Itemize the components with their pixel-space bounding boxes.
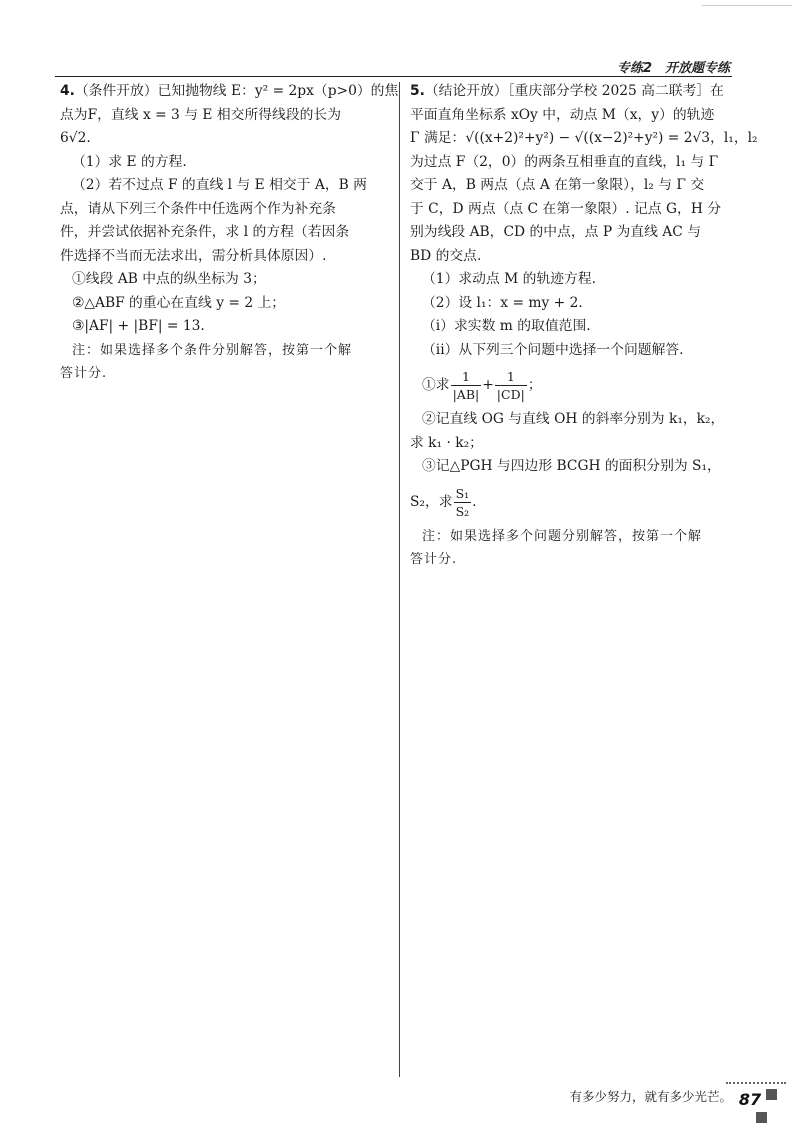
note-line: 答计分. [410,552,458,567]
scan-mark [702,5,792,20]
fraction-denominator: S₂ [455,503,470,519]
note-line: 答计分. [60,366,108,381]
plus-sign: + [482,377,494,393]
note-line: 注：如果选择多个条件分别解答，按第一个解 [72,342,353,358]
fraction-numerator: 1 [495,368,527,386]
fraction-numerator: 1 [451,368,482,386]
punctuation: ； [527,377,542,393]
text-line: 为过点 F（2，0）的两条互相垂直的直线，l₁ 与 Γ [410,153,719,170]
text-line: 件，并尝试依据补充条件，求 l 的方程（若因条 [60,224,350,240]
text-line: （i）求实数 m 的取值范围. [422,318,591,334]
text-line: ②记直线 OG 与直线 OH 的斜率分别为 k₁，k₂， [422,411,725,427]
question-number: 5. [410,83,425,99]
text-line: 于 C，D 两点（点 C 在第一象限）. 记点 G，H 分 [410,200,722,217]
fraction [495,368,527,403]
condition-item: ①线段 AB 中点的纵坐标为 3； [72,271,266,287]
text-fragment: S₂，求 [410,493,453,510]
sub-question-1 [410,362,738,408]
text-line: 点，请从下列三个条件中任选两个作为补充条 [60,200,336,217]
footer-dots [726,1082,786,1084]
text-line: 交于 A，B 两点（点 A 在第一象限），l₂ 与 Γ 交 [410,177,705,193]
footer-motto: 有多少努力，就有多少光芒。 [569,1089,732,1104]
text-line: 已知抛物线 E：y² = 2px（p>0）的焦 [157,83,399,99]
text-line: 件选择不当而无法求出，需分析具体原因）. [60,247,327,264]
text-line: （2）设 l₁：x = my + 2. [422,294,583,311]
text-line: 别为线段 AB，CD 的中点，点 P 为直线 AC 与 [410,224,701,240]
text-line: （1）求 E 的方程. [72,153,187,170]
question-tag: （结论开放） [424,83,508,99]
fraction-denominator: |CD| [496,387,525,402]
text-line: 求 k₁ · k₂； [410,434,483,451]
text-line: 平面直角坐标系 xOy 中，动点 M（x，y）的轨迹 [410,106,715,123]
page-number: 87 [738,1089,762,1109]
fraction [451,368,482,403]
question-number: 4. [60,83,75,99]
text-line: （ii）从下列三个问题中选择一个问题解答. [422,341,684,358]
text-line: 点为F，直线 x = 3 与 E 相交所得线段的长为 [60,106,342,123]
fraction-numerator: S₁ [455,485,470,501]
text-line: （2）若不过点 F 的直线 l 与 E 相交于 A，B 两 [72,177,367,193]
sub-question-3 [410,479,738,525]
condition-item: ②△ABF 的重心在直线 y = 2 上； [72,294,286,311]
question-4 [60,80,399,386]
question-5 [410,80,758,572]
text-line: BD 的交点. [410,247,482,264]
text-line: ③记△PGH 与四边形 BCGH 的面积分别为 S₁， [422,458,721,474]
item-label: ①求 [422,377,450,393]
text-line: 6√2. [60,130,91,146]
corner-square [756,1112,767,1123]
question-tag: （条件开放） [74,83,158,99]
corner-square [766,1089,777,1100]
fraction-denominator: |AB| [452,387,480,402]
header-rule [55,76,732,77]
text-line: ［重庆部分学校 2025 高二联考］在 [507,83,724,99]
fraction [454,485,472,520]
punctuation: . [472,493,477,510]
text-line: Γ 满足：√((x+2)²+y²) − √((x−2)²+y²) = 2√3，l₁，l₂ [410,130,758,146]
note-line: 注：如果选择多个问题分别解答，按第一个解 [422,528,703,544]
section-title: 专练2 开放题专练 [616,61,730,76]
column-divider [399,82,400,1077]
text-line: （1）求动点 M 的轨迹方程. [422,271,597,287]
condition-item: ③|AF| + |BF| = 13. [72,318,205,334]
